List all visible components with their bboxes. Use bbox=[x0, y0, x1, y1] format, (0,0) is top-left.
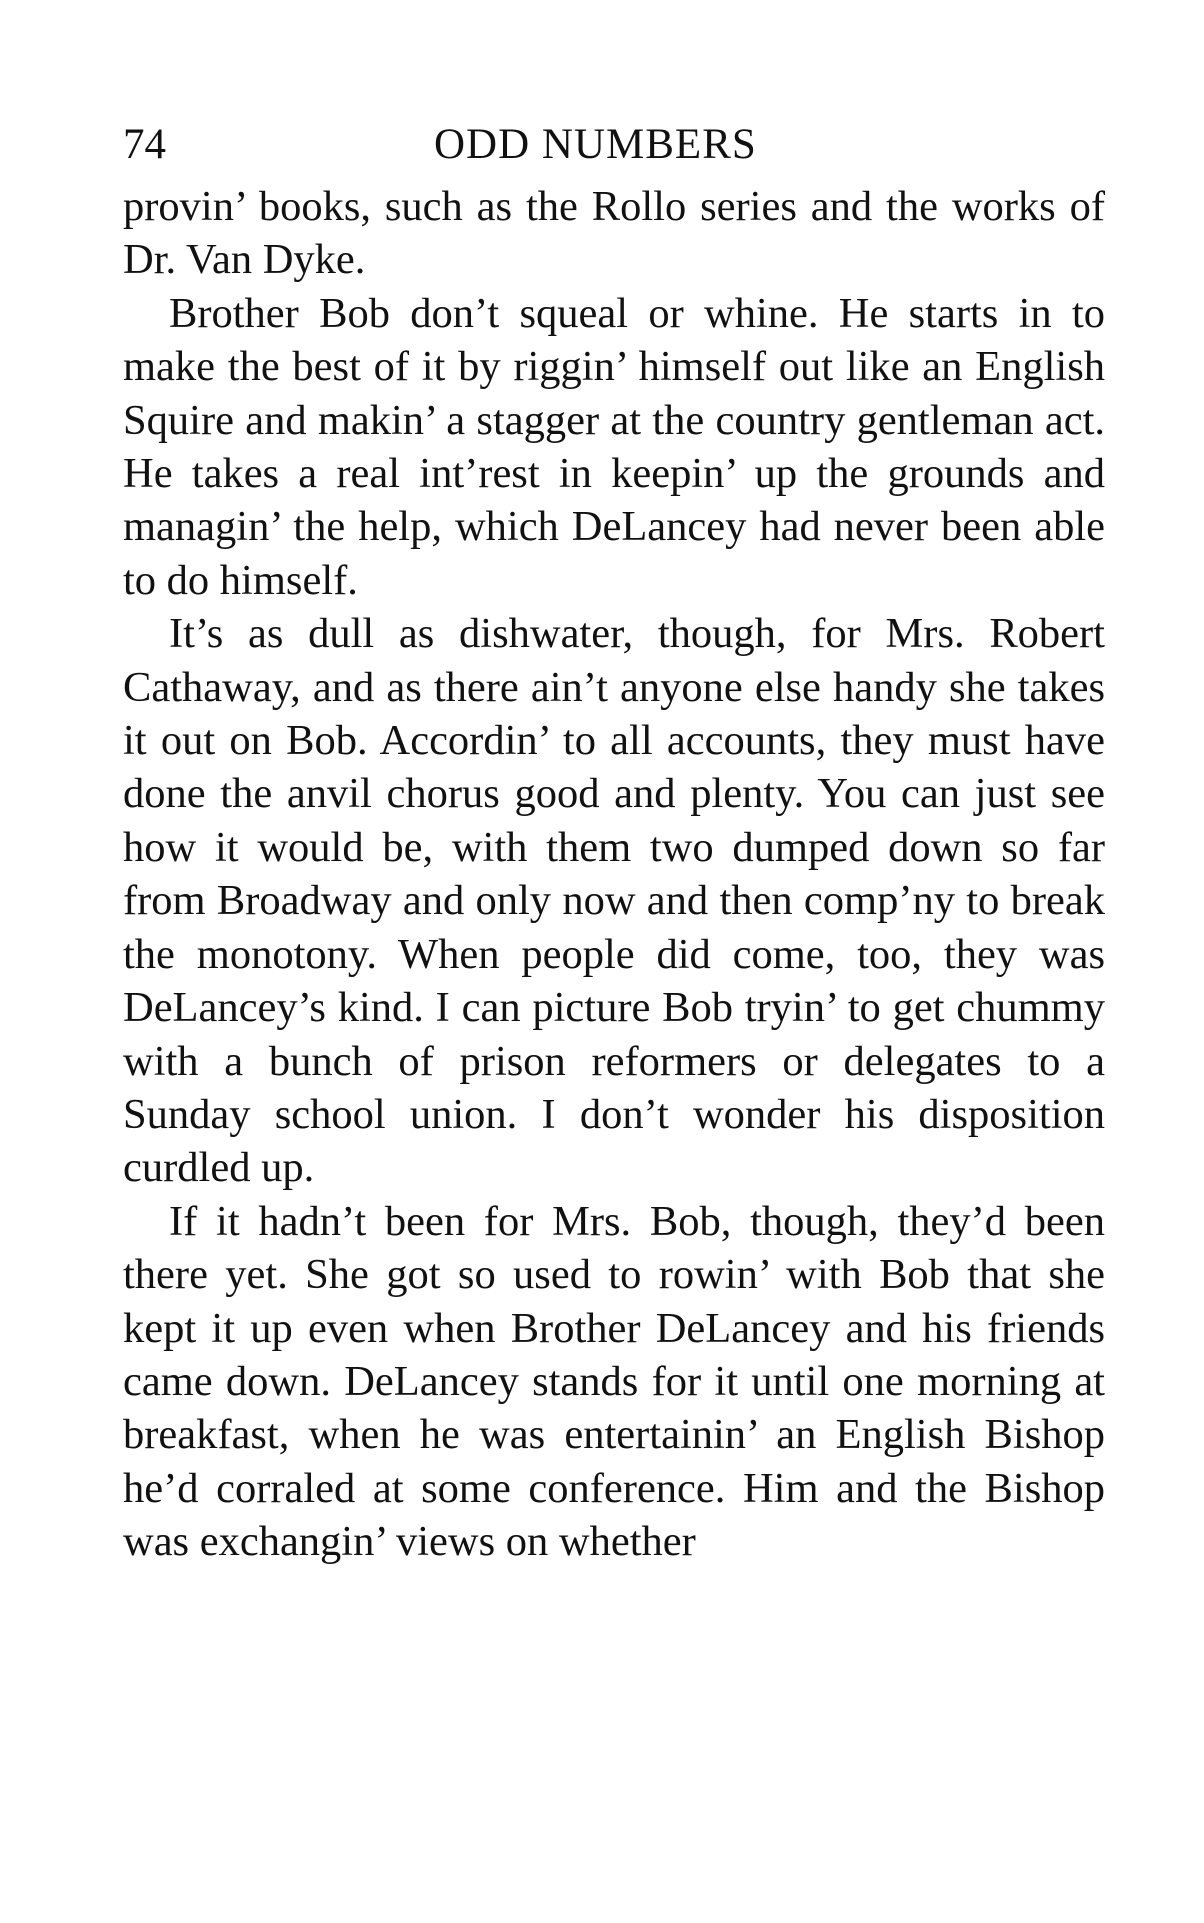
book-page bbox=[123, 110, 1105, 1569]
page-header bbox=[123, 110, 1105, 180]
paragraph: It’s as dull as dishwater, though, for Mrs. Robert Cathaway, and as there ain’t anyone else handy she takes it out on Bob. Accordin’ to all accounts, they must have done the anvil chorus good and plenty. You can just see how it would be, with them two dumped down so far from Broadway and only now and then comp’ny to break the monotony. When people did come, too, they was DeLancey’s kind. I can picture Bob tryin’ to get chummy with a bunch of prison reformers or delegates to a Sunday school union. I don’t wonder his disposition curdled up. bbox=[123, 610, 1105, 1192]
body-text bbox=[123, 180, 1105, 1569]
paragraph: Brother Bob don’t squeal or whine. He starts in to make the best of it by riggin’ himself out like an English Squire and makin’ a stagger at the country gentleman act. He takes a real int’rest in keepin’ up the grounds and managin’ the help, which DeLancey had never been able to do himself. bbox=[123, 289, 1105, 604]
paragraph-continued: provin’ books, such as the Rollo series and the works of Dr. Van Dyke. bbox=[123, 183, 1105, 284]
page-number: 74 bbox=[123, 121, 166, 168]
paragraph: If it hadn’t been for Mrs. Bob, though, they’d been there yet. She got so used to rowin’ with Bob that she kept it up even when Brother DeLancey and his friends came down. DeLancey stands for it until one morning at breakfast, when he was entertainin’ an English Bishop he’d corraled at some conference. Him and the Bishop was exchangin’ views on whether bbox=[123, 1197, 1105, 1566]
running-title: ODD NUMBERS bbox=[434, 121, 757, 168]
